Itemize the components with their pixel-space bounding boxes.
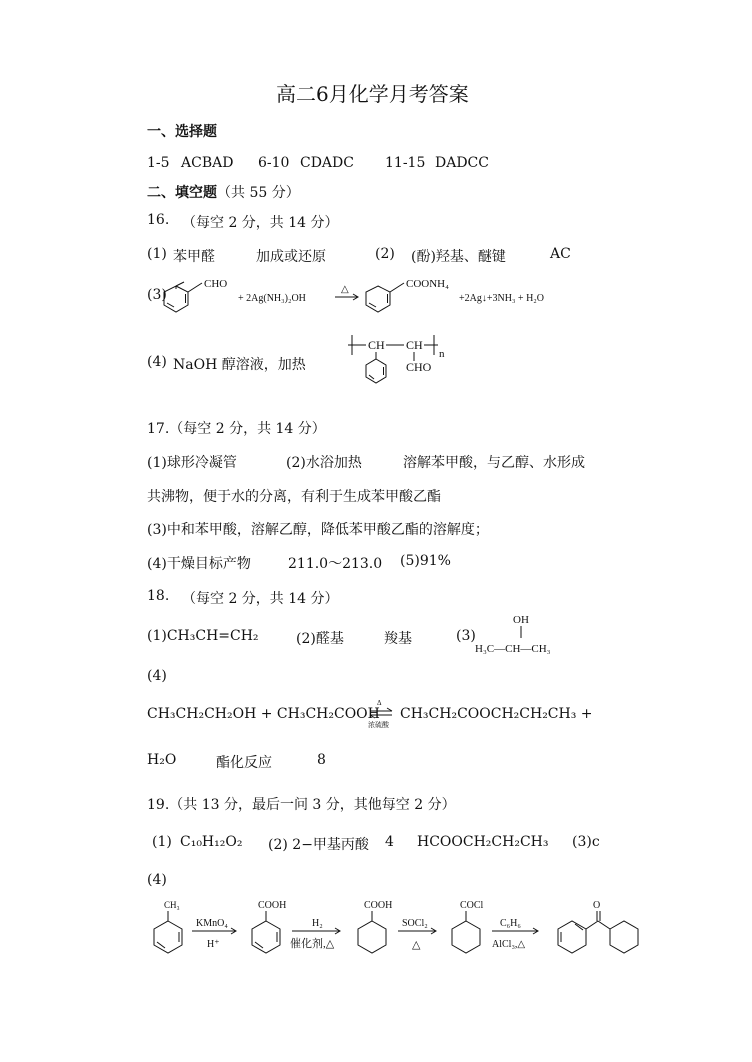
question-label: 18. [147, 588, 170, 604]
answer-text: AC [550, 246, 571, 262]
cooh-label-1: COOH [258, 900, 287, 911]
answer-text: (5)91% [400, 553, 451, 569]
answer-part: (4) [147, 668, 167, 684]
answer-text: 羧基 [384, 631, 412, 647]
answer-text: 211.0～213.0 [288, 556, 383, 572]
reagent-h-plus: H⁺ [207, 939, 220, 950]
answer-value: CDADC [300, 155, 354, 171]
answer-text: (1)CH₃CH=CH₂ [147, 628, 259, 644]
silver-mirror-reaction [160, 272, 590, 314]
reagent-alcl3: AlCl₃,△ [492, 939, 526, 950]
heat-condition: △ [341, 284, 349, 295]
reaction-type: 酯化反应 [216, 755, 272, 771]
answer-text: (酚)羟基、醚键 [411, 249, 506, 265]
reagent-socl2: SOCl₂ [402, 918, 428, 929]
carbon-chain: H₃C—CH—CH₃ [475, 643, 551, 655]
polymer-n: n [439, 348, 445, 360]
cocl-label: COCl [460, 900, 484, 911]
reversible-arrow [366, 696, 396, 732]
carbonyl-o-label: O [593, 900, 601, 911]
polymer-structure [340, 325, 480, 395]
section-heading-note: （共 55 分） [217, 185, 300, 201]
equation-right: CH₃CH₂COOCH₂CH₂CH₃ + [400, 706, 593, 722]
section-heading-label: 二、填空题 [147, 185, 217, 201]
ch3-label: CH₃ [164, 900, 180, 910]
question-head: 19.（共 13 分，最后一问 3 分，其他每空 2 分） [147, 797, 456, 813]
acyl-chloride-structure [452, 911, 480, 953]
question-head: 17.（每空 2 分，共 14 分） [147, 421, 326, 437]
reagent-kmno4: KMnO₄ [196, 918, 228, 929]
answer-text: (2)水浴加热 [286, 455, 362, 471]
answer-text: HCOOCH₂CH₂CH₃ [417, 834, 549, 850]
answer-part: (3) [147, 287, 167, 303]
reagent-benzene: C₆H₆ [500, 918, 521, 929]
synthesis-route [140, 895, 640, 970]
answer-part: (1) [152, 834, 172, 850]
answer-part: (2) [375, 246, 395, 262]
reagent-catalyst: 催化剂,△ [290, 938, 335, 950]
answer-range: 11-15 [385, 155, 426, 171]
polymer-cho: CHO [406, 360, 432, 374]
answer-part: (3) [456, 628, 476, 644]
answer-part: (1) [147, 246, 167, 262]
reagent-heat: △ [412, 939, 421, 951]
answer-text: (3)c [572, 834, 600, 850]
answer-text: (4)干燥目标产物 [147, 556, 251, 572]
reagent-label: + 2Ag(NH₃)₂OH [238, 293, 306, 304]
answer-text: (2)醛基 [296, 631, 344, 647]
question-note: （每空 2 分，共 14 分） [182, 215, 339, 231]
byproducts: +2Ag↓+3NH₃ + H₂O [459, 293, 544, 304]
polymer-ch-1: CH [368, 338, 385, 352]
page-title: 高二6月化学月考答案 [276, 82, 469, 106]
answer-text: NaOH 醇溶液，加热 [173, 357, 306, 373]
equation-water: H₂O [147, 752, 177, 768]
question-note: （每空 2 分，共 14 分） [182, 591, 339, 607]
answer-text: 共沸物，便于水的分离，有利于生成苯甲酸乙酯 [147, 489, 441, 505]
equation-left: CH₃CH₂CH₂OH + CH₃CH₂COOH [147, 706, 380, 722]
answer-part: (4) [147, 354, 167, 370]
answer-text: 溶解苯甲酸，与乙醇、水形成 [403, 455, 585, 471]
answer-range: 1-5 [147, 155, 170, 171]
section-heading [147, 182, 300, 202]
answer-range: 6-10 [258, 155, 290, 171]
answer-value: ACBAD [181, 155, 234, 171]
ketone-product-structure [558, 911, 638, 953]
answer-text: 加成或还原 [256, 249, 326, 265]
answer-text: (1)球形冷凝管 [147, 455, 237, 471]
answer-text: 苯甲醛 [173, 249, 215, 265]
isopropanol-structure [470, 610, 580, 660]
molecular-formula: C₁₀H₁₂O₂ [180, 834, 243, 850]
answer-count: 8 [317, 752, 326, 768]
answer-count: 4 [385, 834, 394, 850]
answer-value: DADCC [435, 155, 489, 171]
polymer-ch-2: CH [406, 338, 423, 352]
oh-label: OH [513, 614, 529, 626]
section-heading: 一、选择题 [147, 124, 217, 140]
question-label: 16. [147, 212, 170, 228]
answer-part: (4) [147, 872, 167, 888]
product-label: COONH₄ [406, 278, 449, 290]
cooh-label-2: COOH [364, 900, 393, 911]
benzoic-acid-structure [252, 911, 280, 953]
arrow-top-condition: Δ [377, 699, 382, 707]
cyclohexane-acid-structure [358, 911, 386, 953]
toluene-structure [154, 911, 182, 953]
reagent-h2: H₂ [312, 918, 323, 929]
cho-label: CHO [204, 278, 228, 290]
ammonium-benzoate-structure [366, 283, 404, 312]
benzaldehyde-structure [164, 282, 188, 312]
answer-text: (3)中和苯甲酸，溶解乙醇，降低苯甲酸乙酯的溶解度； [147, 522, 489, 538]
arrow-bottom-condition: 浓硫酸 [368, 721, 389, 729]
answer-text: (2) 2−甲基丙酸 [268, 837, 369, 853]
